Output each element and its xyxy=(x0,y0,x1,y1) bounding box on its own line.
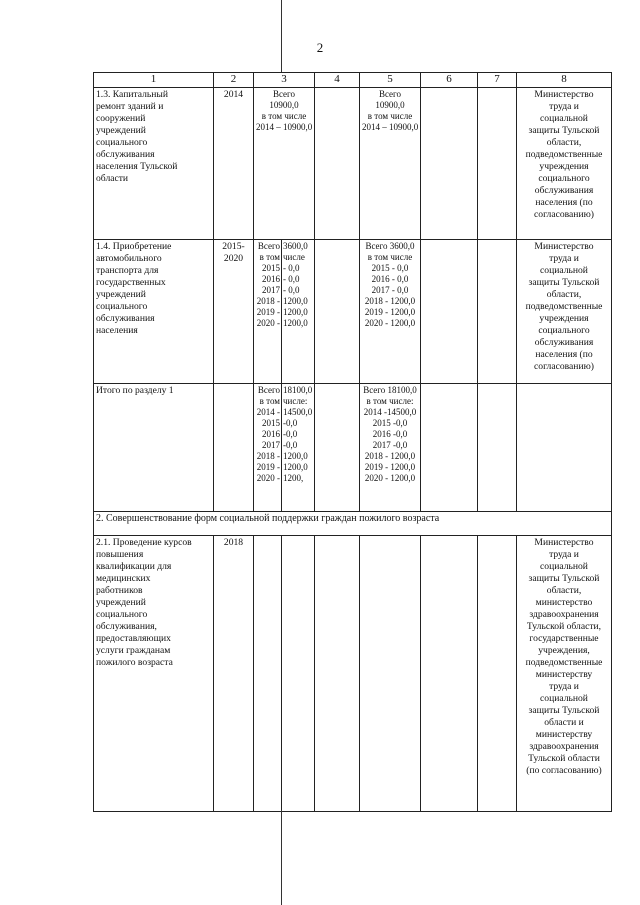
text-line: Всего 3600,0 xyxy=(365,241,415,251)
text-line: 2020 - xyxy=(256,318,280,328)
total-1-col3b xyxy=(282,384,315,512)
row-1-4-col3a xyxy=(254,240,282,384)
text-line: труда и xyxy=(549,101,579,112)
text-line: защиты Тульской xyxy=(528,277,600,288)
header-col-2: 2 xyxy=(214,73,254,88)
text-line: 2017 xyxy=(262,440,280,450)
text-line: области, xyxy=(546,585,582,596)
text-line: 2018 - 1200,0 xyxy=(364,451,416,461)
text-line: 2.1. Проведение курсов xyxy=(96,537,192,548)
text-line: труда и xyxy=(549,549,579,560)
table-row-1-4 xyxy=(94,240,612,384)
text-line: подведомственные xyxy=(525,301,603,312)
text-line: 2020 - xyxy=(256,473,280,483)
text-line: Тульской области, xyxy=(526,621,602,632)
text-line: Всего 18100,0 xyxy=(363,385,417,395)
text-line: (по согласованию) xyxy=(526,765,602,776)
row-1-4-name xyxy=(94,240,214,384)
text-line: Всего xyxy=(378,89,402,99)
header-col-3: 3 xyxy=(254,73,315,88)
text-line: ремонт зданий и xyxy=(96,101,164,112)
text-line: -0,0 xyxy=(283,418,298,428)
text-line: 2016 - 0,0 xyxy=(371,274,409,284)
text-line: труда и xyxy=(549,681,579,692)
text-line: социального xyxy=(538,325,590,336)
text-line: министерство xyxy=(535,597,593,608)
table-row-1-3 xyxy=(94,88,612,240)
text-line: обслуживания xyxy=(96,149,155,160)
text-line: труда и xyxy=(549,253,579,264)
text-line: социальной xyxy=(540,113,588,124)
text-line: в том числе xyxy=(367,252,413,262)
text-line: защиты Тульской xyxy=(528,125,600,136)
row-1-3-name xyxy=(94,88,214,240)
text-line: населения (по xyxy=(535,197,593,208)
text-line: обслуживания xyxy=(534,185,594,196)
text-line: государственные xyxy=(529,633,599,644)
text-line: обслуживания, xyxy=(96,621,157,632)
row-1-4-col3b xyxy=(282,240,315,384)
header-col-1: 1 xyxy=(94,73,214,88)
text-line: 2014 – 10900,0 xyxy=(362,122,419,132)
row-2-1-col3a xyxy=(254,536,282,812)
text-line: подведомственные xyxy=(525,149,603,160)
header-col-7: 7 xyxy=(478,73,517,88)
text-line: 2020 xyxy=(223,253,244,264)
text-line: населения xyxy=(96,325,138,336)
text-line: учреждения xyxy=(539,313,589,324)
row-1-4-col5 xyxy=(360,240,421,384)
text-line: 2018 - xyxy=(256,451,280,461)
text-line: 1200,0 xyxy=(283,451,308,461)
text-line: учреждений xyxy=(96,125,146,136)
text-line: 14500,0 xyxy=(283,407,313,417)
total-1-col4 xyxy=(315,384,360,512)
row-2-1-responsible xyxy=(517,536,612,812)
text-line: социального xyxy=(96,137,148,148)
text-line: 2019 - 1200,0 xyxy=(364,462,416,472)
row-1-4-col6 xyxy=(421,240,478,384)
text-line: -0,0 xyxy=(283,440,298,450)
text-line: учреждений xyxy=(96,289,146,300)
total-1-responsible xyxy=(517,384,612,512)
text-line: сооружений xyxy=(96,113,146,124)
text-line: социальной xyxy=(540,693,588,704)
text-line: защиты Тульской xyxy=(528,573,600,584)
text-line: 10900,0 xyxy=(375,100,405,110)
text-line: 2017 - 0,0 xyxy=(371,285,409,295)
text-line: согласованию) xyxy=(534,209,594,220)
text-line: в том xyxy=(259,396,280,406)
row-1-3-col3 xyxy=(254,88,315,240)
text-line: 2016 xyxy=(262,274,280,284)
text-line: в том числе xyxy=(261,111,307,121)
text-line: здравоохранения xyxy=(529,609,599,620)
header-col-5: 5 xyxy=(360,73,421,88)
header-row xyxy=(94,73,612,88)
text-line: Министерство xyxy=(534,241,594,252)
header-col-8: 8 xyxy=(517,73,612,88)
text-line: 1200,0 xyxy=(283,296,308,306)
row-2-1-col4 xyxy=(315,536,360,812)
section-2-title: 2. Совершенствование форм социальной поддержки граждан пожилого возраста xyxy=(94,512,612,536)
text-line: пожилого возраста xyxy=(96,657,173,668)
text-line: министерству xyxy=(535,669,593,680)
text-line: области, xyxy=(546,137,582,148)
text-line: социального xyxy=(96,301,148,312)
text-line: обслуживания xyxy=(96,313,155,324)
text-line: числе: xyxy=(283,396,308,406)
table-row-2-1 xyxy=(94,536,612,812)
total-1-col7 xyxy=(478,384,517,512)
text-line: в том числе xyxy=(367,111,413,121)
total-1-period xyxy=(214,384,254,512)
row-1-4-col4 xyxy=(315,240,360,384)
row-1-3-col6 xyxy=(421,88,478,240)
text-line: 2014 xyxy=(223,89,244,100)
text-line: 2019 - xyxy=(256,307,280,317)
total-1-col3a xyxy=(254,384,282,512)
text-line: 2015 xyxy=(262,263,280,273)
text-line: работников xyxy=(96,585,143,596)
row-1-4-responsible xyxy=(517,240,612,384)
text-line: 1200, xyxy=(283,473,304,483)
text-line: защиты Тульской xyxy=(528,705,600,716)
text-line: 1.4. Приобретение xyxy=(96,241,172,252)
text-line: социального xyxy=(538,173,590,184)
text-line: Всего xyxy=(257,241,280,251)
total-1-col6 xyxy=(421,384,478,512)
text-line: 1200,0 xyxy=(283,318,308,328)
text-line: 2018 - 1200,0 xyxy=(364,296,416,306)
row-2-1-name xyxy=(94,536,214,812)
text-line: социальной xyxy=(540,561,588,572)
text-line: области xyxy=(96,173,129,184)
header-col-4: 4 xyxy=(315,73,360,88)
text-line: в том числе: xyxy=(366,396,414,406)
table-row-total-1 xyxy=(94,384,612,512)
text-line: области и xyxy=(544,717,584,728)
text-line: министерству xyxy=(535,729,593,740)
binding-line-top xyxy=(281,0,282,72)
text-line: области, xyxy=(546,289,582,300)
text-line: 10900,0 xyxy=(269,100,299,110)
text-line: 3600,0 xyxy=(283,241,308,251)
text-line: 2020 - 1200,0 xyxy=(364,473,416,483)
header-col-6: 6 xyxy=(421,73,478,88)
text-line: учреждений xyxy=(96,597,146,608)
text-line: Всего xyxy=(257,385,280,395)
row-2-1-col5 xyxy=(360,536,421,812)
row-1-3-period xyxy=(214,88,254,240)
text-line: 2016 -0,0 xyxy=(372,429,408,439)
row-1-4-col7 xyxy=(478,240,517,384)
row-1-3-col7 xyxy=(478,88,517,240)
text-line: - 0,0 xyxy=(283,274,300,284)
row-1-3-col5 xyxy=(360,88,421,240)
text-line: согласованию) xyxy=(534,361,594,372)
text-line: числе xyxy=(283,252,305,262)
text-line: 2019 - xyxy=(256,462,280,472)
text-line: учреждения, xyxy=(538,645,590,656)
program-table xyxy=(93,72,612,812)
text-line: подведомственные xyxy=(525,657,603,668)
text-line: 2017 xyxy=(262,285,280,295)
text-line: 2020 - 1200,0 xyxy=(364,318,416,328)
text-line: Министерство xyxy=(534,89,594,100)
text-line: 2014 -14500,0 xyxy=(363,407,417,417)
text-line: населения Тульской xyxy=(96,161,178,172)
text-line: -0,0 xyxy=(283,429,298,439)
text-line: 2017 -0,0 xyxy=(372,440,408,450)
text-line: - 0,0 xyxy=(283,263,300,273)
text-line: 2015 - 0,0 xyxy=(371,263,409,273)
text-line: обслуживания xyxy=(534,337,594,348)
text-line: 1200,0 xyxy=(283,307,308,317)
text-line: в том xyxy=(259,252,280,262)
text-line: населения (по xyxy=(535,349,593,360)
total-1-col5 xyxy=(360,384,421,512)
text-line: 2014 - xyxy=(256,407,280,417)
text-line: Всего xyxy=(272,89,296,99)
text-line: транспорта для xyxy=(96,265,159,276)
text-line: 2014 – 10900,0 xyxy=(256,122,313,132)
text-line: Тульской области xyxy=(528,753,600,764)
text-line: 2016 xyxy=(262,429,280,439)
text-line: повышения xyxy=(96,549,144,560)
text-line: - 0,0 xyxy=(283,285,300,295)
row-1-3-col4 xyxy=(315,88,360,240)
text-line: социальной xyxy=(540,265,588,276)
text-line: услуги гражданам xyxy=(96,645,171,656)
row-2-1-col6 xyxy=(421,536,478,812)
text-line: квалификации для xyxy=(96,561,172,572)
row-2-1-col3b xyxy=(282,536,315,812)
text-line: социального xyxy=(96,609,148,620)
text-line: Итого по разделу 1 xyxy=(96,385,174,396)
text-line: 2015- xyxy=(222,241,245,252)
row-1-4-period xyxy=(214,240,254,384)
row-1-3-responsible xyxy=(517,88,612,240)
text-line: учреждения xyxy=(539,161,589,172)
text-line: государственных xyxy=(96,277,166,288)
row-2-1-period xyxy=(214,536,254,812)
text-line: предоставляющих xyxy=(96,633,171,644)
text-line: 2015 -0,0 xyxy=(372,418,408,428)
row-2-1-col7 xyxy=(478,536,517,812)
total-1-name xyxy=(94,384,214,512)
text-line: 2019 - 1200,0 xyxy=(364,307,416,317)
text-line: автомобильного xyxy=(96,253,162,264)
text-line: Министерство xyxy=(534,537,594,548)
binding-line-bottom xyxy=(281,810,282,905)
section-2-row xyxy=(94,512,612,536)
text-line: медицинских xyxy=(96,573,151,584)
text-line: 1200,0 xyxy=(283,462,308,472)
text-line: 2015 xyxy=(262,418,280,428)
text-line: 18100,0 xyxy=(283,385,313,395)
text-line: здравоохранения xyxy=(529,741,599,752)
text-line: 2018 xyxy=(223,537,244,548)
text-line: 1.3. Капитальный xyxy=(96,89,168,100)
page-number: 2 xyxy=(316,40,324,55)
text-line: 2018 - xyxy=(256,296,280,306)
